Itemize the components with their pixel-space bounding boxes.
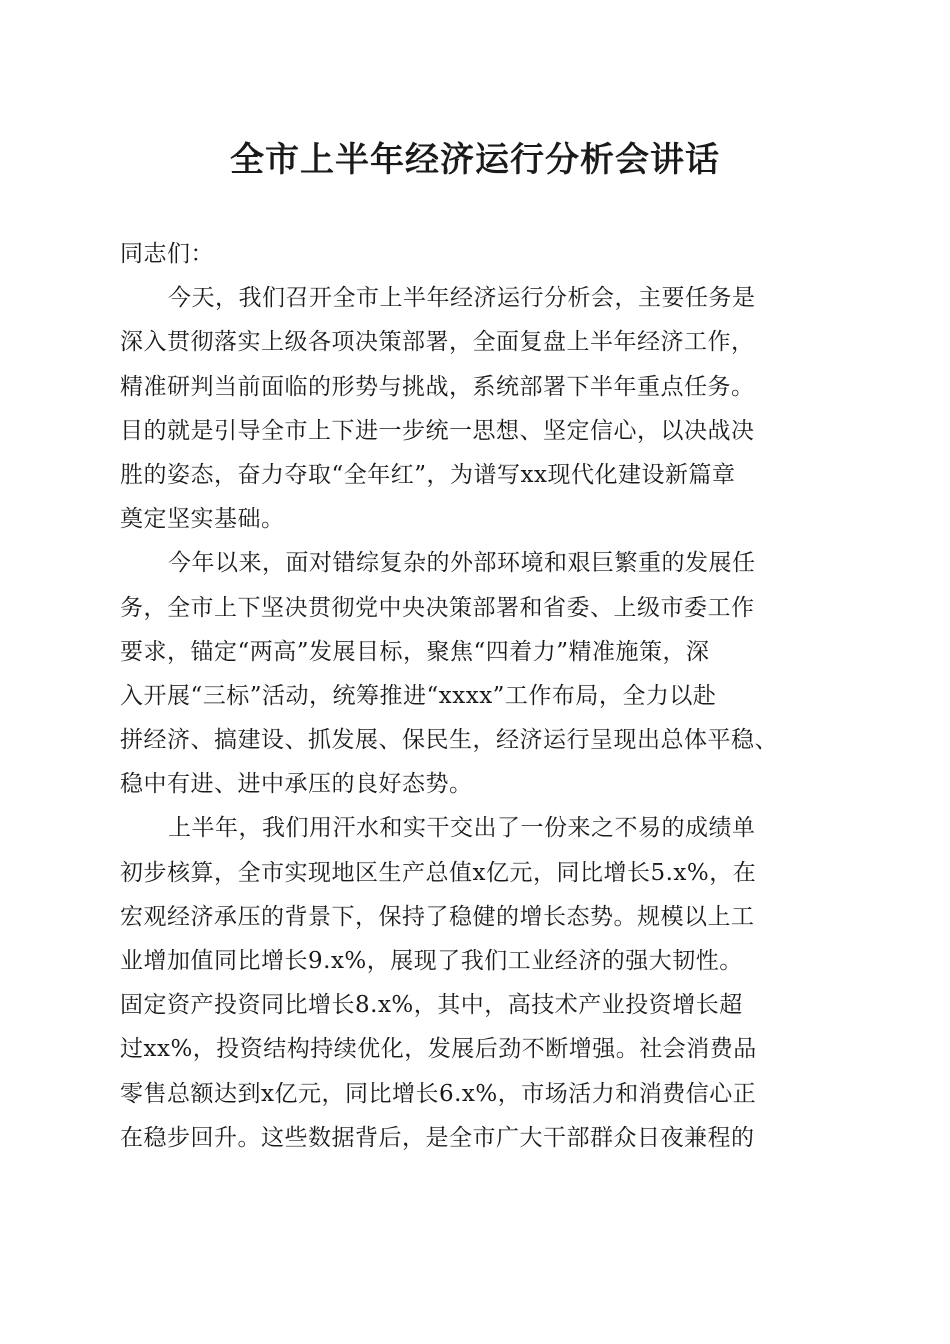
document-title: 全市上半年经济运行分析会讲话 xyxy=(230,140,720,180)
paragraph-line: 在稳步回升。这些数据背后，是全市广大干部群众日夜兼程的 xyxy=(120,1124,755,1151)
paragraph-line: 务，全市上下坚决贯彻党中央决策部署和省委、上级市委工作 xyxy=(120,594,755,621)
paragraph-line: 入开展“三标”活动，统筹推进“xxxx”工作布局，全力以赴 xyxy=(120,682,717,709)
paragraph-line: 胜的姿态，奋力夺取“全年红”，为谱写xx现代化建设新篇章 xyxy=(120,461,736,488)
paragraph-line: 业增加值同比增长9.x%，展现了我们工业经济的强大韧性。 xyxy=(120,948,743,974)
paragraph-line: 今天，我们召开全市上半年经济运行分析会，主要任务是 xyxy=(168,285,756,312)
paragraph-line: 要求，锚定“两高”发展目标，聚焦“四着力”精准施策，深 xyxy=(120,638,710,665)
paragraph-line: 固定资产投资同比增长8.x%，其中，高技术产业投资增长超 xyxy=(120,992,743,1019)
paragraph-line: 过xx%，投资结构持续优化，发展后劲不断增强。社会消费品 xyxy=(120,1036,757,1063)
paragraph-line: 上半年，我们用汗水和实干交出了一份来之不易的成绩单 xyxy=(168,815,756,842)
paragraph-line: 宏观经济承压的背景下，保持了稳健的增长态势。规模以上工 xyxy=(120,903,755,930)
document-body xyxy=(120,232,840,1160)
paragraph-line: 初步核算，全市实现地区生产总值x亿元，同比增长5.x%，在 xyxy=(120,859,757,886)
paragraph-line: 稳中有进、进中承压的良好态势。 xyxy=(120,771,473,798)
salutation: 同志们： xyxy=(120,241,214,267)
paragraph-line: 精准研判当前面临的形势与挑战，系统部署下半年重点任务。 xyxy=(120,373,755,400)
paragraph-line: 目的就是引导全市上下进一步统一思想、坚定信心，以决战决 xyxy=(120,417,755,444)
paragraph-line: 今年以来，面对错综复杂的外部环境和艰巨繁重的发展任 xyxy=(168,550,756,577)
paragraph-line: 奠定坚实基础。 xyxy=(120,506,285,533)
paragraph-line: 深入贯彻落实上级各项决策部署，全面复盘上半年经济工作， xyxy=(120,329,755,356)
paragraph-line: 零售总额达到x亿元，同比增长6.x%，市场活力和消费信心正 xyxy=(120,1080,757,1107)
paragraph-line: 拼经济、搞建设、抓发展、保民生，经济运行呈现出总体平稳、 xyxy=(120,727,778,754)
